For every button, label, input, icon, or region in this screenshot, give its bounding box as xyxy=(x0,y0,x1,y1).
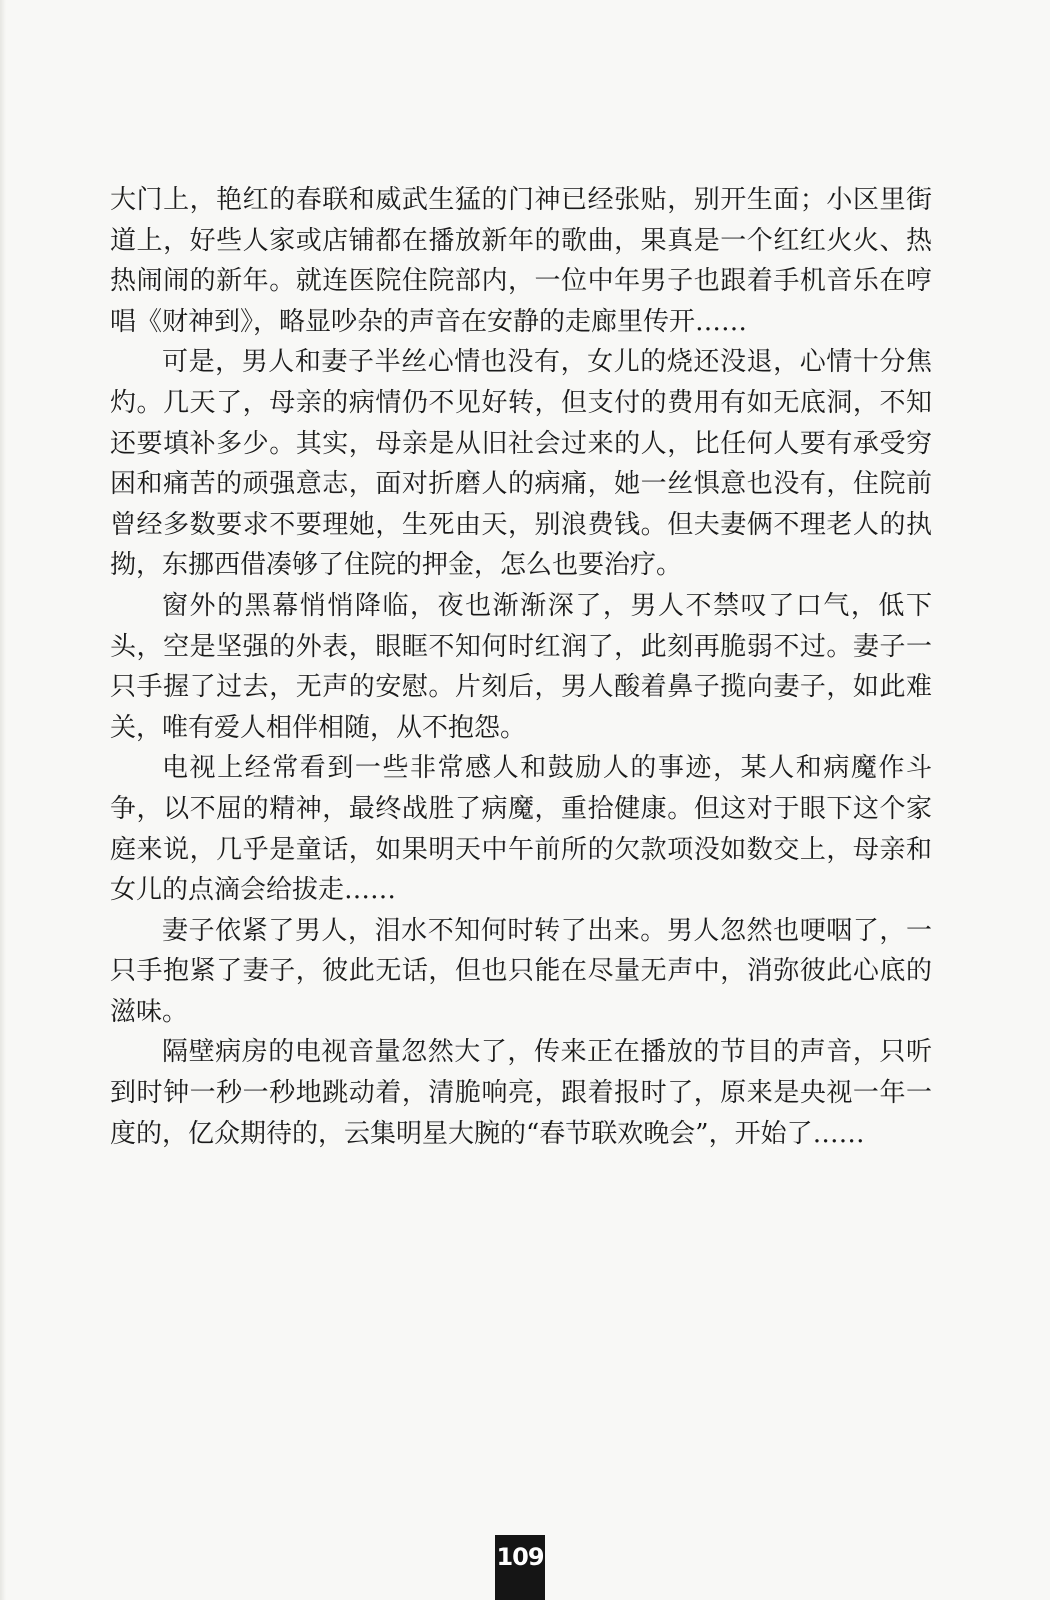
paragraph-5: 妻子依紧了男人，泪水不知何时转了出来。男人忽然也哽咽了，一只手抱紧了妻子，彼此无话，但也只能在尽量无声中，消弥彼此心底的滋味。 xyxy=(110,915,932,1027)
paragraph-3: 窗外的黑幕悄悄降临，夜也渐渐深了，男人不禁叹了口气，低下头，空是坚强的外表，眼眶不知何时红润了，此刻再脆弱不过。妻子一只手握了过去，无声的安慰。片刻后，男人酸着鼻子揽向妻子，如此难关，唯有爱人相伴相随，从不抱怨。 xyxy=(110,590,932,743)
body-text xyxy=(110,180,932,1154)
paragraph-1: 大门上，艳红的春联和威武生猛的门神已经张贴，别开生面；小区里街道上，好些人家或店铺都在播放新年的歌曲，果真是一个红红火火、热热闹闹的新年。就连医院住院部内，一位中年男子也跟着手机音乐在哼唱《财神到》，略显吵杂的声音在安静的走廊里传开…… xyxy=(110,185,932,337)
paragraph-2: 可是，男人和妻子半丝心情也没有，女儿的烧还没退，心情十分焦灼。几天了，母亲的病情仍不见好转，但支付的费用有如无底洞，不知还要填补多少。其实，母亲是从旧社会过来的人，比任何人要有承受穷困和痛苦的顽强意志，面对折磨人的病痛，她一丝惧意也没有，住院前曾经多数要求不要理她，生死由天，别浪费钱。但夫妻俩不理老人的执拗，东挪西借凑够了住院的押金，怎么也要治疗。 xyxy=(110,347,932,581)
paragraph-4: 电视上经常看到一些非常感人和鼓励人的事迹，某人和病魔作斗争，以不屈的精神，最终战胜了病魔，重拾健康。但这对于眼下这个家庭来说，几乎是童话，如果明天中午前所的欠款项没如数交上，母亲和女儿的点滴会给拔走…… xyxy=(110,753,932,906)
page-binding-edge xyxy=(0,0,6,1600)
paragraph-6: 隔壁病房的电视音量忽然大了，传来正在播放的节目的声音，只听到时钟一秒一秒地跳动着，清脆响亮，跟着报时了，原来是央视一年一度的，亿众期待的，云集明星大腕的“春节联欢晚会”，开始了…… xyxy=(110,1037,932,1149)
page-number: 109 xyxy=(495,1535,545,1600)
